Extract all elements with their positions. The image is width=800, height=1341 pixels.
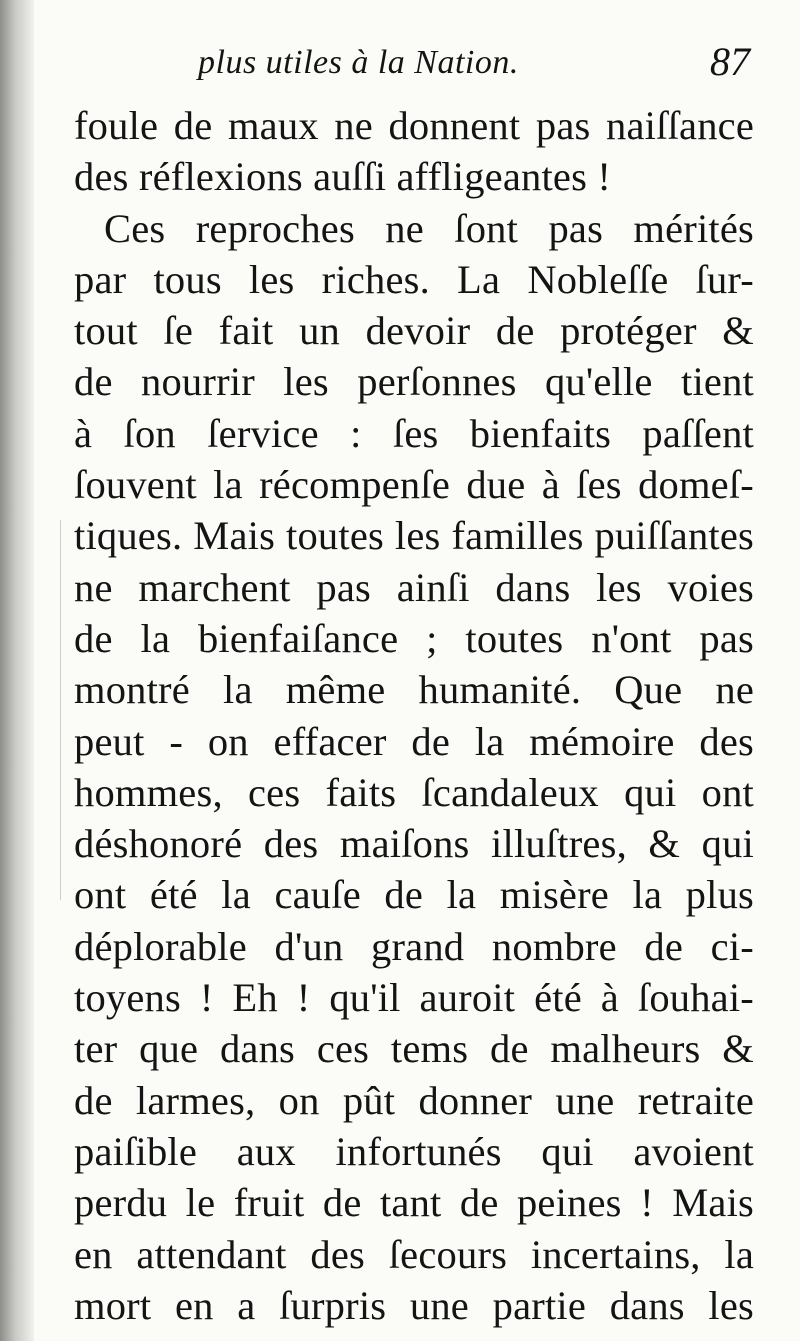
text-line: tout ſe fait un devoir de protéger & [74, 308, 754, 354]
text-line: ter que dans ces tems de malheurs & [74, 1026, 754, 1072]
text-line: montré la même humanité. Que ne [74, 667, 754, 713]
running-head: plus utiles à la Nation. [198, 44, 519, 81]
text-line: ne marchent pas ainſi dans les voies [74, 564, 754, 610]
text-line: ont été la cauſe de la misère la plus [74, 872, 754, 918]
text-line: peut - on effacer de la mémoire des [74, 718, 754, 764]
body-text [74, 100, 754, 1331]
text-line: tiques. Mais toutes les familles puiſſantes [74, 513, 754, 559]
text-line: hommes, ces faits ſcandaleux qui ont [74, 769, 754, 815]
text-line-paragraph-start: Ces reproches ne ſont pas mérités [104, 205, 754, 251]
text-line: mort en a ſurpris une partie dans les [74, 1282, 754, 1328]
page-header [180, 38, 750, 98]
text-line: de la bienfaiſance ; toutes n'ont pas [74, 615, 754, 661]
text-line: de larmes, on pût donner une retraite [74, 1077, 754, 1123]
text-line: déshonoré des maiſons illuſtres, & qui [74, 821, 754, 867]
text-line: ſouvent la récompenſe due à ſes domeſ- [74, 462, 754, 508]
binding-shadow [0, 0, 34, 1341]
text-line: en attendant des ſecours incertains, la [74, 1231, 754, 1277]
text-line: déplorable d'un grand nombre de ci- [74, 923, 754, 969]
margin-mark [60, 520, 61, 900]
text-line: paiſible aux infortunés qui avoient [74, 1128, 754, 1174]
page-number: 87 [710, 39, 750, 84]
text-line: par tous les riches. La Nobleſſe ſur- [74, 256, 754, 302]
text-line: toyens ! Eh ! qu'il auroit été à ſouhai- [74, 975, 754, 1021]
text-line: à ſon ſervice : ſes bienfaits paſſent [74, 410, 754, 456]
text-line: perdu le fruit de tant de peines ! Mais [74, 1180, 754, 1226]
text-line: des réflexions auſſi affligeantes ! [74, 154, 612, 200]
text-line: foule de maux ne donnent pas naiſſance [74, 103, 754, 148]
text-line: de nourrir les perſonnes qu'elle tient [74, 359, 754, 405]
